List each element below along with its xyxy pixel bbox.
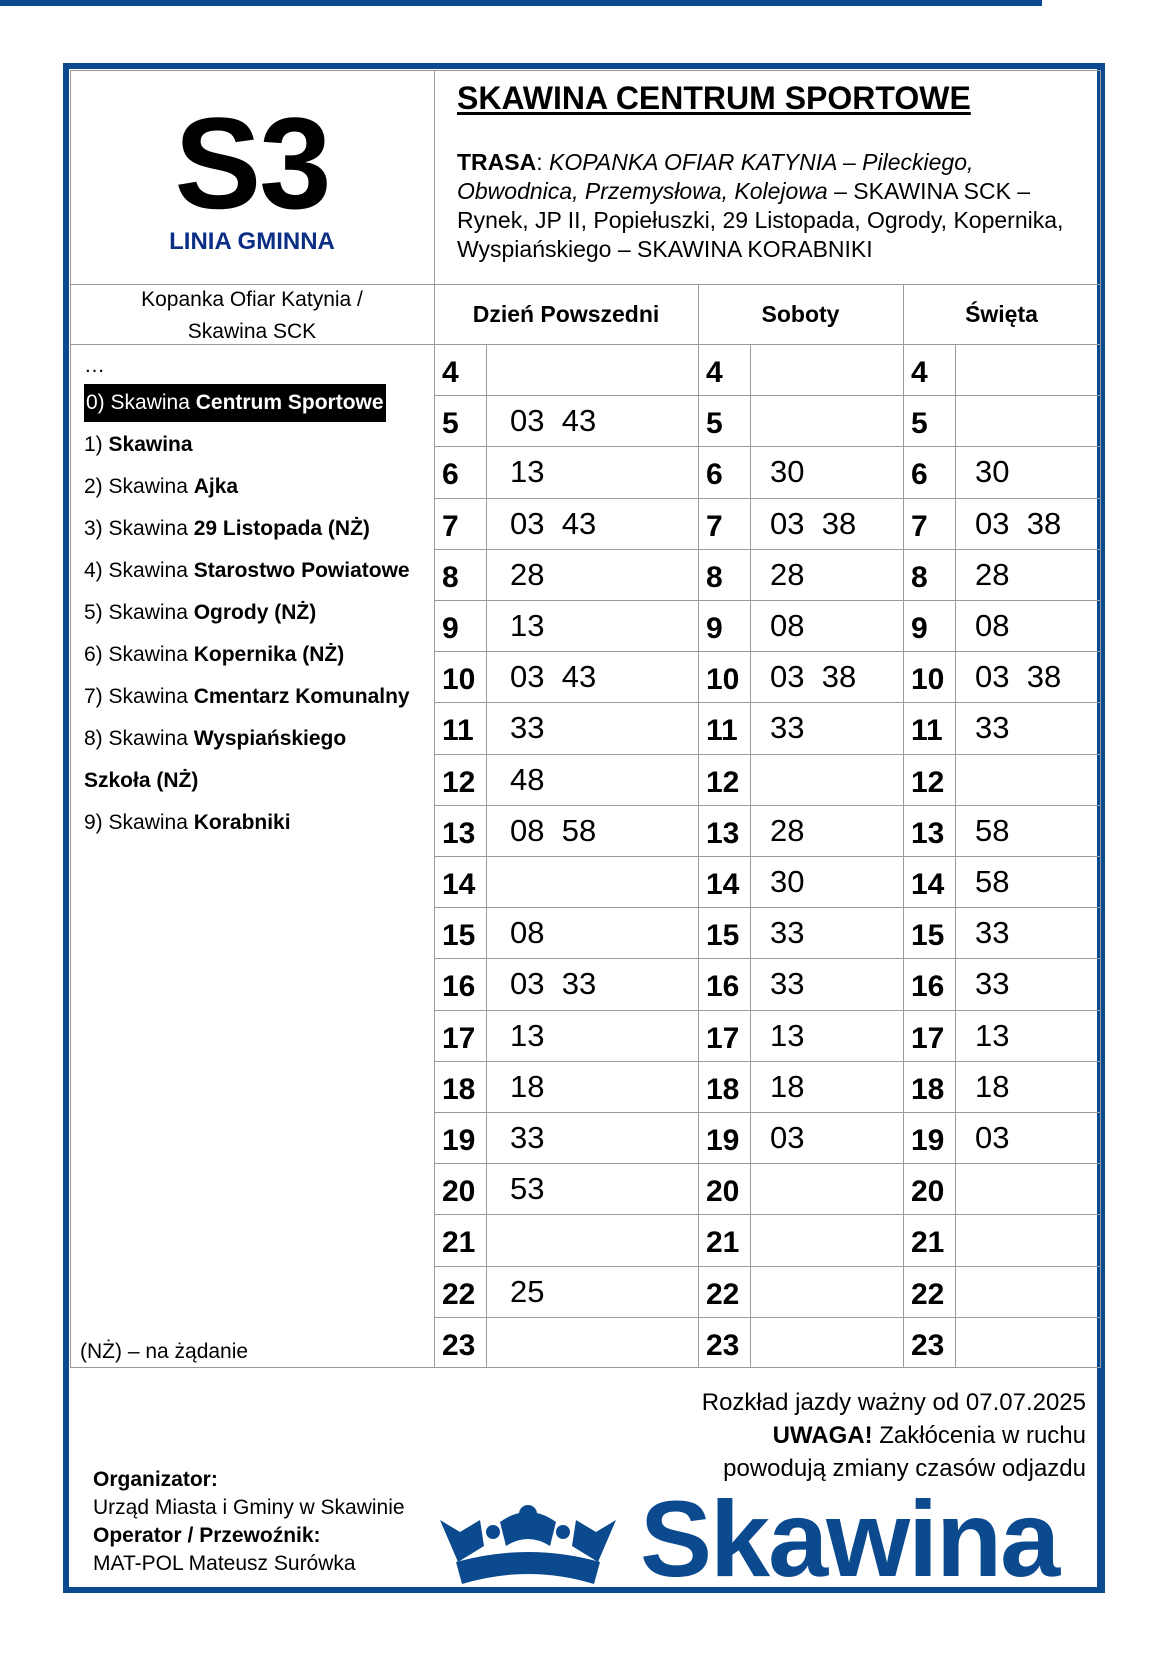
hour-saturday: 22 [706,1278,740,1311]
hour-holiday: 20 [911,1175,945,1208]
stop-name: Cmentarz Komunalny [193,685,410,708]
minutes-weekday: 25 [510,1274,545,1309]
stop-prefix: 4) Skawina [84,559,194,582]
minutes-weekday: 13 [510,1018,545,1053]
hour-saturday: 15 [706,919,740,952]
hour-weekday: 23 [442,1329,476,1362]
hour-weekday: 5 [442,407,459,440]
warning-label: UWAGA! [772,1422,873,1449]
stop-prefix: 9) Skawina [84,811,194,834]
hour-saturday: 19 [706,1124,740,1157]
minutes-saturday: 33 [770,710,805,745]
stop-prefix: 6) Skawina [84,643,194,666]
stop-name: 29 Listopada (NŻ) [193,517,370,540]
stop-item [84,466,444,508]
hour-holiday: 7 [911,510,928,543]
crown-logo-icon [438,1502,618,1584]
hour-saturday: 20 [706,1175,740,1208]
direction-line: Kopanka Ofiar Katynia / [141,288,363,311]
line-kind: LINIA GMINNA [169,228,335,255]
hour-saturday: 23 [706,1329,740,1362]
organizer-label: Organizator: [93,1468,218,1491]
minutes-weekday: 03 43 [510,659,597,694]
hour-weekday: 16 [442,970,476,1003]
hour-weekday: 22 [442,1278,476,1311]
hour-saturday: 16 [706,970,740,1003]
stop-name: Skawina [108,433,193,456]
hour-saturday: 13 [706,817,740,850]
stop-name: Kopernika (NŻ) [193,643,345,666]
hour-saturday: 11 [706,714,738,747]
direction-line: Skawina SCK [187,320,317,343]
hour-holiday: 16 [911,970,945,1003]
hour-weekday: 10 [442,663,476,696]
stop-name: Ogrody (NŻ) [193,601,317,624]
minutes-weekday: 53 [510,1171,545,1206]
stop-name: Korabniki [193,811,291,834]
brand-logo-text: Skawina [640,1478,1059,1599]
minutes-saturday: 30 [770,454,805,489]
minutes-saturday: 03 [770,1120,805,1155]
hour-weekday: 18 [442,1073,476,1106]
hour-holiday: 14 [911,868,945,901]
hour-weekday: 8 [442,561,459,594]
hour-saturday: 9 [706,612,723,645]
minutes-weekday: 13 [510,454,545,489]
stop-name: Szkoła (NŻ) [84,769,199,792]
minutes-weekday: 48 [510,762,545,797]
hour-weekday: 21 [442,1226,476,1259]
hour-saturday: 8 [706,561,723,594]
stop-prefix: 8) Skawina [84,727,194,750]
route-description: TRASA: KOPANKA OFIAR KATYNIA – Pileckiego, Obwodnica, Przemysłowa, Kolejowa – SKAWINA SCK – Rynek, JP II, Popiełuszki, 29 Listopada, Ogrody, Kopernika, Wyspiańskiego – SKAWINA KORABNIKI [457,149,1064,262]
hour-weekday: 12 [442,766,476,799]
minutes-saturday: 33 [770,966,805,1001]
row-divider [434,1214,1100,1215]
minutes-saturday: 30 [770,864,805,899]
stop-prefix: 0) Skawina [86,391,196,414]
minutes-saturday: 08 [770,608,805,643]
stop-name: Wyspiańskiego [193,727,347,750]
hour-holiday: 10 [911,663,945,696]
stop-item [84,760,444,802]
hour-saturday: 14 [706,868,740,901]
hour-saturday: 4 [706,356,723,389]
minutes-weekday: 03 43 [510,506,597,541]
hour-holiday: 21 [911,1226,945,1259]
minutes-weekday: 18 [510,1069,545,1104]
stop-prefix: 5) Skawina [84,601,194,624]
stop-item [84,718,444,760]
hour-saturday: 18 [706,1073,740,1106]
organizer-name: Urząd Miasta i Gminy w Skawinie [93,1496,405,1519]
stop-item [84,634,444,676]
minutes-saturday: 33 [770,915,805,950]
valid-from: Rozkład jazdy ważny od 07.07.2025 [701,1389,1086,1416]
stop-item [84,424,444,466]
minutes-weekday: 13 [510,608,545,643]
stops-ellipsis: … [84,354,105,377]
hour-saturday: 21 [706,1226,740,1259]
minutes-holiday: 03 [975,1120,1010,1155]
hour-weekday: 20 [442,1175,476,1208]
warning-text: Zakłócenia w ruchu [872,1422,1086,1449]
hour-holiday: 13 [911,817,945,850]
stop-item [84,676,444,718]
minutes-weekday: 08 58 [510,813,597,848]
hour-weekday: 14 [442,868,476,901]
on-request-note: (NŻ) – na żądanie [80,1340,249,1363]
hour-saturday: 17 [706,1022,740,1055]
hour-weekday: 6 [442,458,459,491]
hour-saturday: 10 [706,663,740,696]
minutes-holiday: 08 [975,608,1010,643]
minutes-weekday: 28 [510,557,545,592]
warning-line [702,1419,1086,1452]
hour-weekday: 19 [442,1124,476,1157]
warning-line-2: powodują zmiany czasów odjazdu [723,1455,1086,1482]
stop-name: Starostwo Powiatowe [193,559,410,582]
minutes-holiday: 30 [975,454,1010,489]
hour-holiday: 6 [911,458,928,491]
hour-saturday: 5 [706,407,723,440]
minutes-weekday: 03 43 [510,403,597,438]
hour-holiday: 4 [911,356,928,389]
hour-weekday: 7 [442,510,459,543]
stop-item [84,508,444,550]
minutes-saturday: 13 [770,1018,805,1053]
minutes-holiday: 03 38 [975,506,1062,541]
operator-name: MAT-POL Mateusz Surówka [93,1552,356,1575]
stop-prefix: 7) Skawina [84,685,194,708]
hour-weekday: 9 [442,612,459,645]
hour-holiday: 15 [911,919,945,952]
line-number: S3 [174,90,330,236]
stop-name: Centrum Sportowe [195,391,384,414]
column-header-saturday: Soboty [761,301,840,327]
stops-list [84,352,444,844]
minutes-weekday: 08 [510,915,545,950]
hour-holiday: 5 [911,407,928,440]
minutes-holiday: 33 [975,966,1010,1001]
minutes-holiday: 18 [975,1069,1010,1104]
validity-notice [702,1386,1086,1485]
column-header-holiday: Święta [965,301,1038,327]
minutes-saturday: 28 [770,557,805,592]
minutes-holiday: 03 38 [975,659,1062,694]
minutes-holiday: 58 [975,813,1010,848]
stop-title: SKAWINA CENTRUM SPORTOWE [457,80,971,116]
organizer-block [93,1466,405,1578]
hour-holiday: 17 [911,1022,945,1055]
direction-label [70,284,434,348]
minutes-weekday: 03 33 [510,966,597,1001]
minutes-holiday: 58 [975,864,1010,899]
hour-weekday: 4 [442,356,459,389]
hour-saturday: 6 [706,458,723,491]
hour-holiday: 23 [911,1329,945,1362]
stop-item [84,550,444,592]
minutes-holiday: 33 [975,710,1010,745]
hour-holiday: 18 [911,1073,945,1106]
hour-saturday: 7 [706,510,723,543]
current-stop-highlight [84,384,386,422]
hour-holiday: 19 [911,1124,945,1157]
hour-saturday: 12 [706,766,740,799]
hour-weekday: 13 [442,817,476,850]
stop-prefix: 3) Skawina [84,517,194,540]
hour-holiday: 9 [911,612,928,645]
stop-item-current [84,382,444,424]
stop-prefix: 2) Skawina [84,475,194,498]
operator-label: Operator / Przewoźnik: [93,1524,321,1547]
hour-weekday: 17 [442,1022,476,1055]
grid-divider [1100,70,1101,1368]
minutes-holiday: 33 [975,915,1010,950]
minutes-weekday: 33 [510,1120,545,1155]
hour-weekday: 15 [442,919,476,952]
stop-item [84,802,444,844]
minutes-saturday: 03 38 [770,659,857,694]
minutes-saturday: 18 [770,1069,805,1104]
stop-prefix: 1) [84,433,109,456]
minutes-weekday: 33 [510,710,545,745]
row-divider [434,1317,1100,1318]
minutes-saturday: 03 38 [770,506,857,541]
route-rest: – SKAWINA SCK – Rynek, JP II, Popiełuszki, 29 Listopada, Ogrody, Kopernika, Wyspiańskiego – SKAWINA KORABNIKI [457,178,1064,262]
hour-weekday: 11 [442,714,474,747]
minutes-holiday: 28 [975,557,1010,592]
column-header-weekday: Dzień Powszedni [472,301,660,327]
stop-item [84,592,444,634]
hour-holiday: 12 [911,766,945,799]
stop-name: Ajka [193,475,239,498]
route-label: TRASA [457,149,537,175]
minutes-holiday: 13 [975,1018,1010,1053]
hour-holiday: 22 [911,1278,945,1311]
hour-holiday: 8 [911,561,928,594]
frame-bottom-bar [0,0,1042,6]
hour-holiday: 11 [911,714,943,747]
minutes-saturday: 28 [770,813,805,848]
route-italic: KOPANKA OFIAR KATYNIA – Pileckiego, Obwodnica, Przemysłowa, Kolejowa [457,149,974,204]
